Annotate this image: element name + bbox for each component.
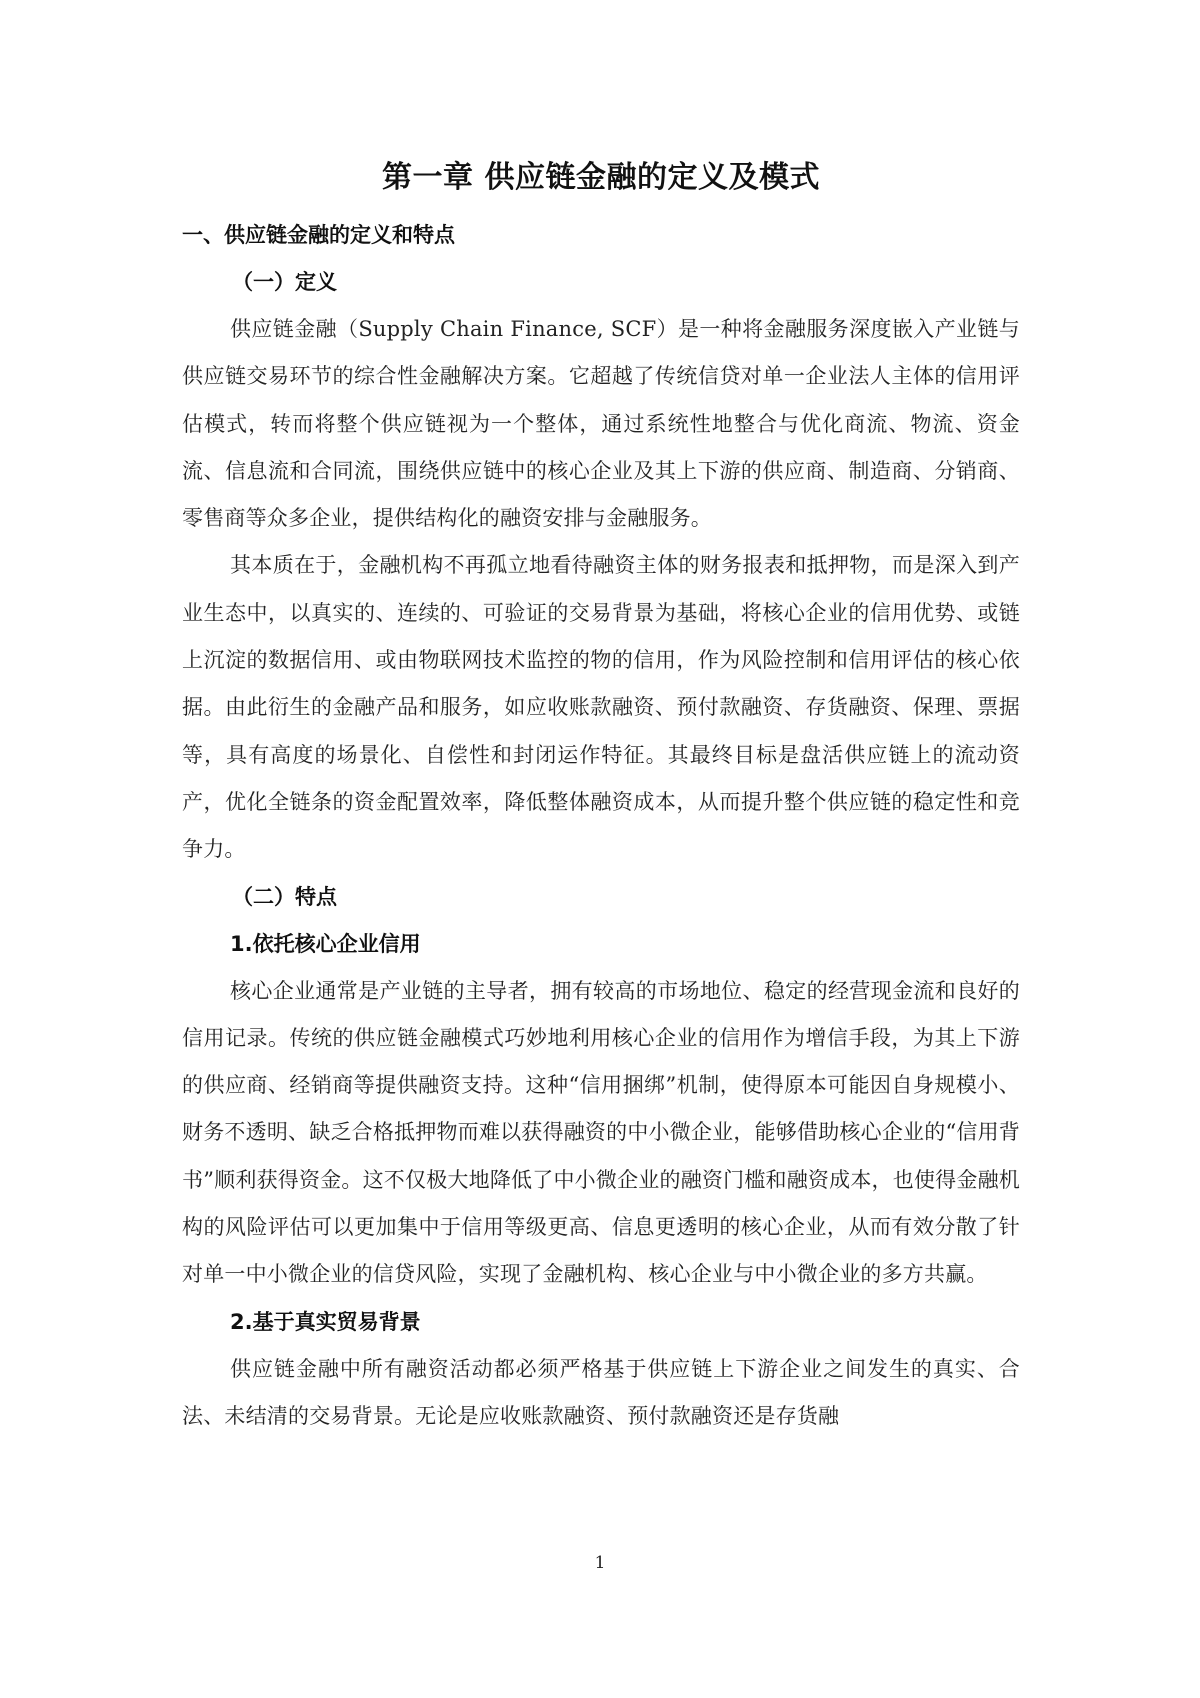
page-number: 1 bbox=[594, 1553, 606, 1573]
definition-paragraph-2: 其本质在于，金融机构不再孤立地看待融资主体的财务报表和抵押物，而是深入到产业生态中，以真实的、连续的、可验证的交易背景为基础，将核心企业的信用优势、或链上沉淀的数据信用、或由物联网技术监控的物的信用，作为风险控制和信用评估的核心依据。由此衍生的金融产品和服务，如应收账款融资、预付款融资、存货融资、保理、票据等，具有高度的场景化、自偿性和封闭运作特征。其最终目标是盘活供应链上的流动资产，优化全链条的资金配置效率，降低整体融资成本，从而提升整个供应链的稳定性和竞争力。 bbox=[182, 553, 1020, 862]
feature-heading-real-trade: 2.基于真实贸易背景 bbox=[230, 1309, 421, 1334]
feature-paragraph-core-credit: 核心企业通常是产业链的主导者，拥有较高的市场地位、稳定的经营现金流和良好的信用记录。传统的供应链金融模式巧妙地利用核心企业的信用作为增信手段，为其上下游的供应商、经销商等提供融资支持。这种“信用捆绑”机制，使得原本可能因自身规模小、财务不透明、缺乏合格抵押物而难以获得融资的中小微企业，能够借助核心企业的“信用背书”顺利获得资金。这不仅极大地降低了中小微企业的融资门槛和融资成本，也使得金融机构的风险评估可以更加集中于信用等级更高、信息更透明的核心企业，从而有效分散了针对单一中小微企业的信贷风险，实现了金融机构、核心企业与中小微企业的多方共赢。 bbox=[182, 978, 1020, 1287]
feature-paragraph-real-trade: 供应链金融中所有融资活动都必须严格基于供应链上下游企业之间发生的真实、合法、未结清的交易背景。无论是应收账款融资、预付款融资还是存货融 bbox=[182, 1356, 1020, 1428]
subsection-heading-definition: （一）定义 bbox=[232, 270, 337, 294]
section-heading: 一、供应链金融的定义和特点 bbox=[182, 223, 455, 247]
chapter-title: 第一章 供应链金融的定义及模式 bbox=[382, 160, 820, 195]
definition-paragraph-1: 供应链金融（Supply Chain Finance, SCF）是一种将金融服务深度嵌入产业链与供应链交易环节的综合性金融解决方案。它超越了传统信贷对单一企业法人主体的信用评估模式，转而将整个供应链视为一个整体，通过系统性地整合与优化商流、物流、资金流、信息流和合同流，围绕供应链中的核心企业及其上下游的供应商、制造商、分销商、零售商等众多企业，提供结构化的融资安排与金融服务。 bbox=[182, 317, 1020, 531]
subsection-heading-features: （二）特点 bbox=[232, 884, 337, 909]
page-content bbox=[182, 152, 1020, 1440]
feature-heading-core-credit: 1.依托核心企业信用 bbox=[230, 931, 421, 956]
